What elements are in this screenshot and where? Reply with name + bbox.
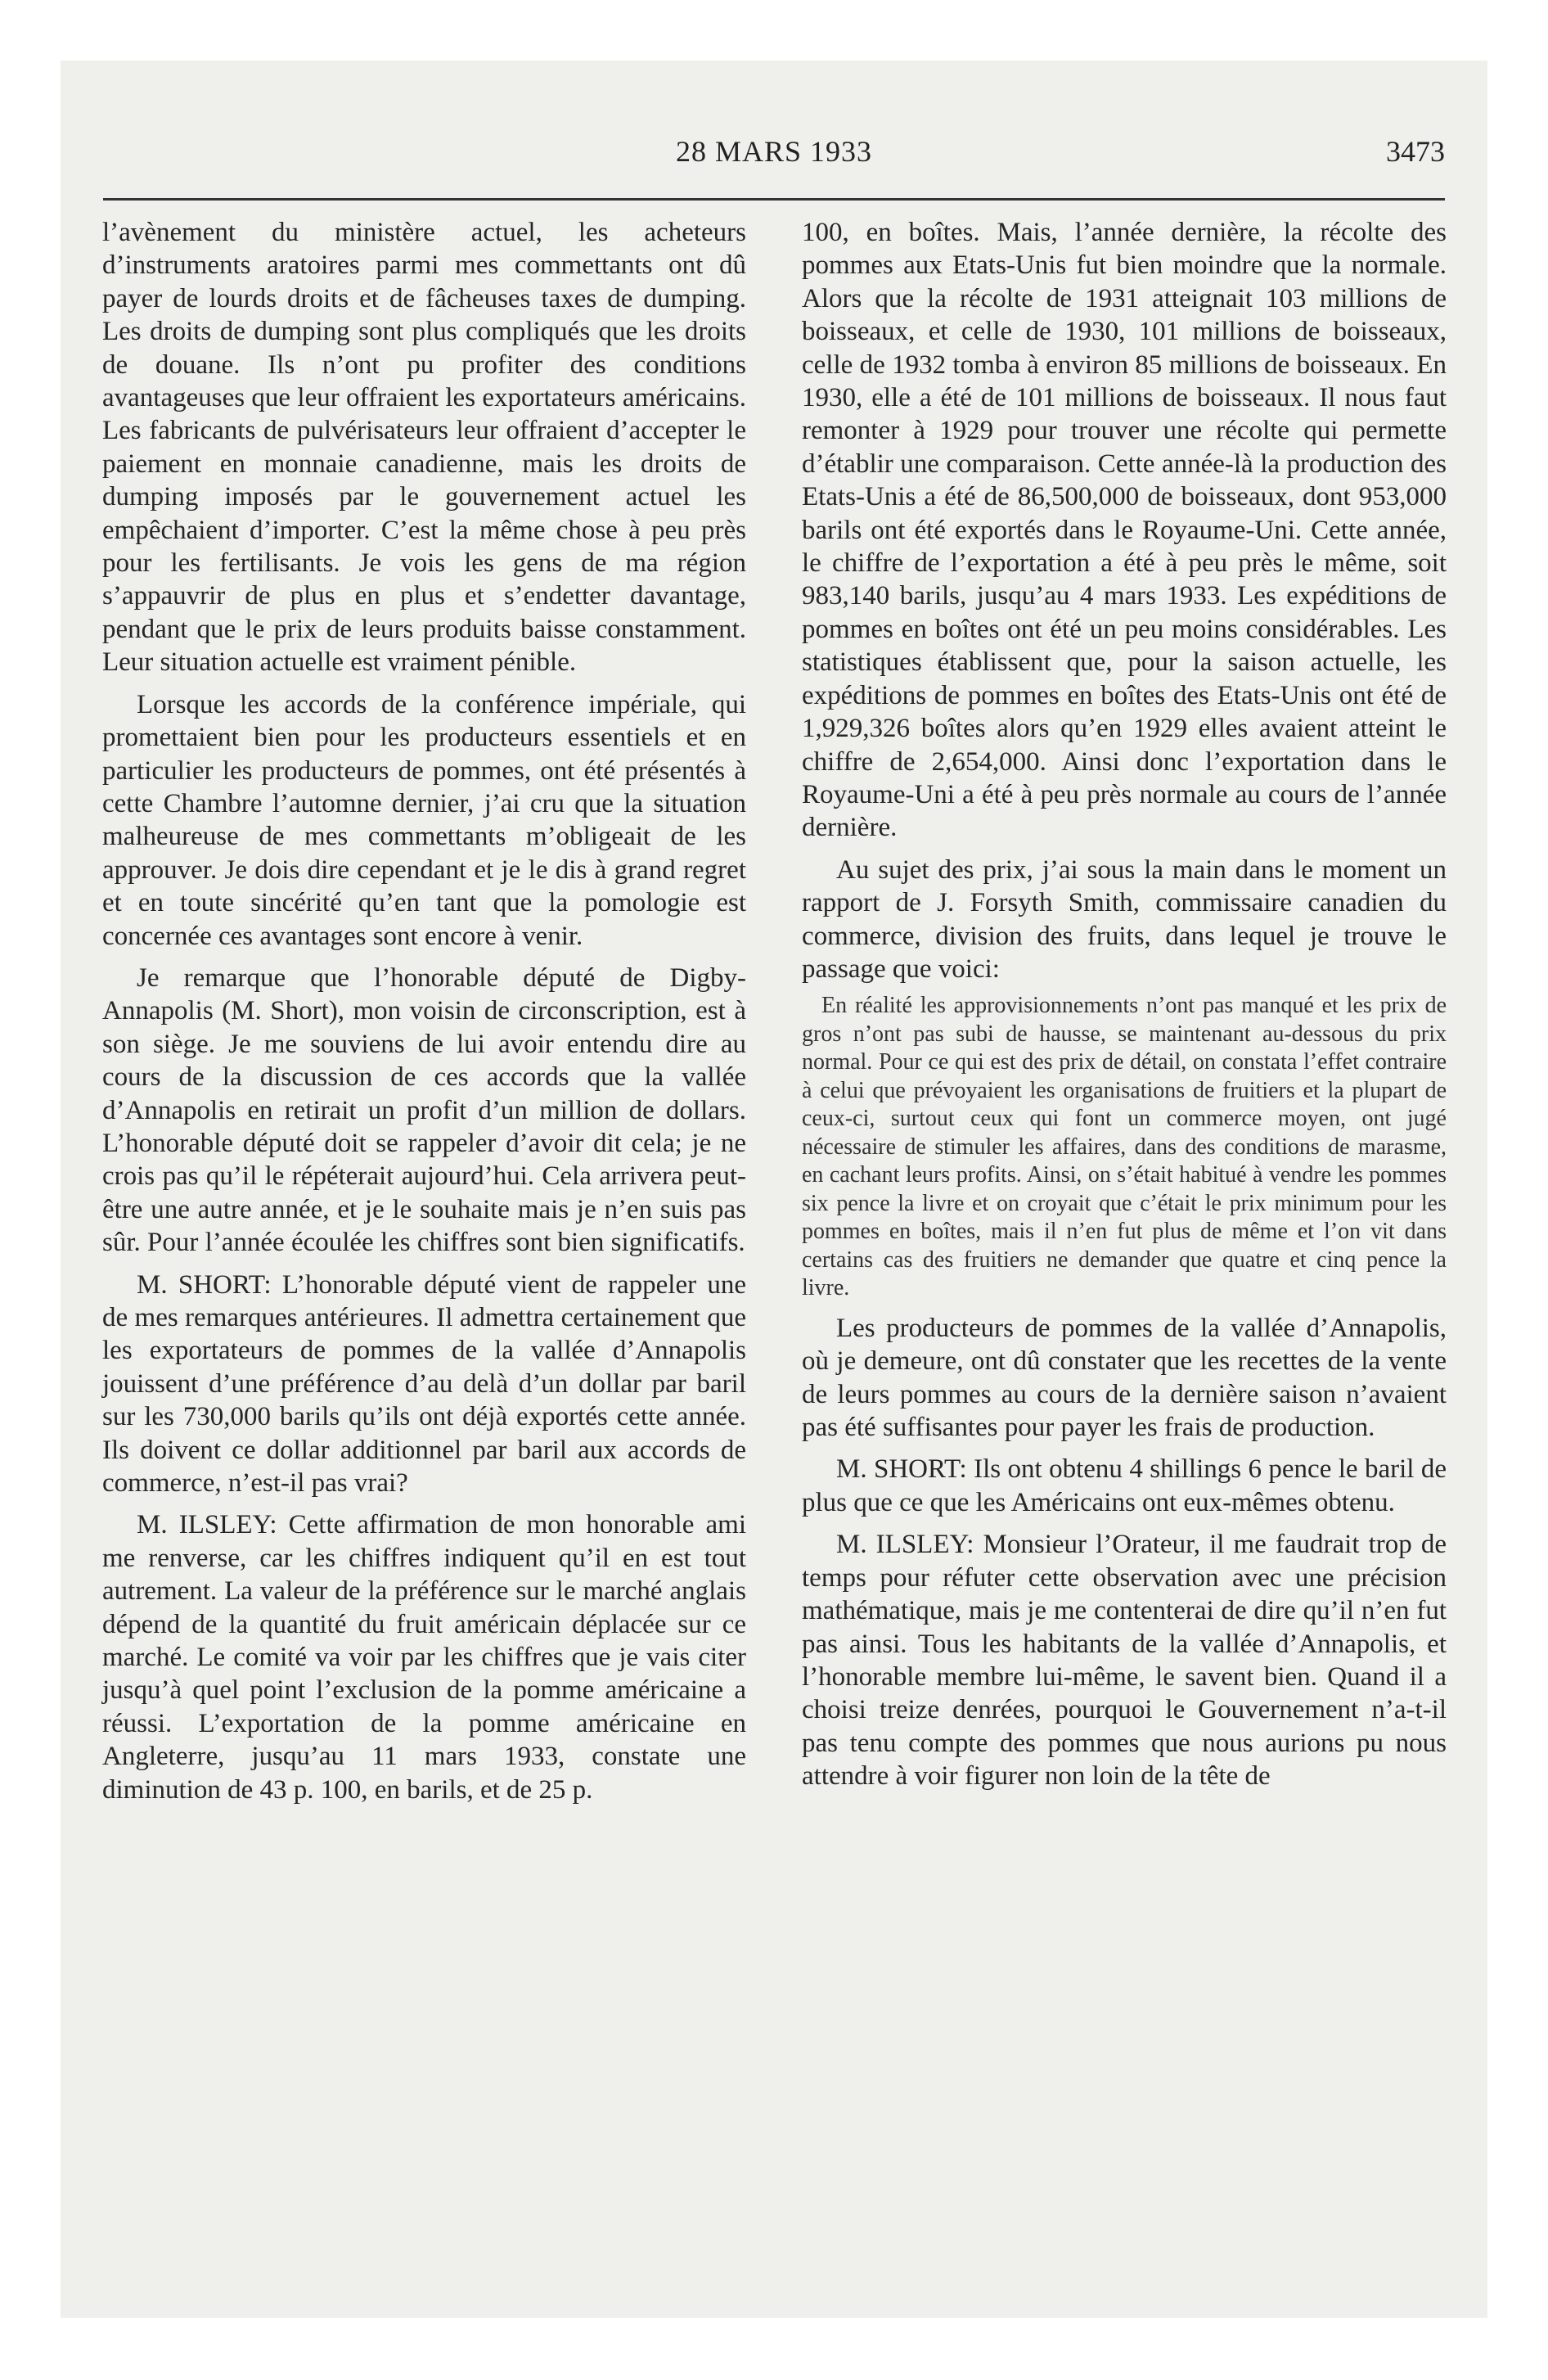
paragraph: 100, en boîtes. Mais, l’année dernière, la récolte des pommes aux Etats-Unis fut bien moindre que la normale. Alors que la récolte de 1931 atteignait 103 millions de boisseaux, et celle de 1930, 101 millions de boisseaux, celle de 1932 tomba à environ 85 millions de boisseaux. En 1930, elle a été de 101 millions de boisseaux. Il nous faut remonter à 1929 pour trouver une récolte qui permette d’établir une comparaison. Cette année-là la production des Etats-Unis a été de 86,500,000 de boisseaux, dont 953,000 barils ont été exportés dans le Royaume-Uni. Cette année, le chiffre de l’exportation a été à peu près le même, soit 983,140 barils, jusqu’au 4 mars 1933. Les expéditions de pommes en boîtes ont été un peu moins considérables. Les statistiques établissent que, pour la saison actuelle, les expéditions de pommes en boîtes des Etats-Unis ont été de 1,929,326 boîtes alors qu’en 1929 elles avaient atteint le chiffre de 2,654,000. Ainsi donc l’exportation dans le Royaume-Uni a été à peu près normale au cours de l’année dernière.: [802, 218, 1447, 843]
paragraph: Au sujet des prix, j’ai sous la main dans le moment un rapport de J. Forsyth Smith, commissaire canadien du commerce, division des fruits, dans lequel je trouve le passage que voici:: [802, 854, 1447, 984]
block-quote: En réalité les approvisionnements n’ont pas manqué et les prix de gros n’ont pas subi de hausse, se maintenant au-dessous du prix normal. Pour ce qui est des prix de détail, on constata l’effet contraire à celui que prévoyaient les organisations de fruitiers et la plupart de ceux-ci, surtout ceux qui font un commerce moyen, ont jugé nécessaire de stimuler les affaires, dans des conditions de marasme, en cachant leurs profits. Ainsi, on s’était habitué à vendre les pommes six pence la livre et on croyait que c’était le prix minimum pour les pommes en boîtes, mais il n’en fut plus de même et l’on vit dans certains cas des fruitiers ne demander que quatre et cinq pence la livre.: [802, 993, 1447, 1301]
right-column: [802, 216, 1447, 1793]
left-column: [102, 216, 746, 1806]
paragraph-short-remark: M. SHORT: L’honorable député vient de rappeler une de mes remarques antérieures. Il admettra certainement que les exportateurs de pommes de la vallée d’Annapolis jouissent d’une préférence d’au delà d’un dollar par baril sur les 730,000 barils qu’ils ont déjà exportés cette année. Ils doivent ce dollar additionnel par baril aux accords de commerce, n’est-il pas vrai?: [102, 1269, 746, 1499]
paragraph: l’avènement du ministère actuel, les acheteurs d’instruments aratoires parmi mes commettants ont dû payer de lourds droits et de fâcheuses taxes de dumping. Les droits de dumping sont plus compliqués que les droits de douane. Ils n’ont pu profiter des conditions avantageuses que leur offraient les exportateurs américains. Les fabricants de pulvérisateurs leur offraient d’accepter le paiement en monnaie canadienne, mais les droits de dumping imposés par le gouvernement actuel les empêchaient d’importer. C’est la même chose à peu près pour les fertilisants. Je vois les gens de ma région s’appauvrir de plus en plus et s’endetter davantage, pendant que le prix de leurs produits baisse constamment. Leur situation actuelle est vraiment pénible.: [102, 218, 746, 678]
page-number: 3473: [1386, 135, 1445, 168]
page-date: 28 MARS 1933: [675, 135, 873, 168]
header-rule: [103, 198, 1445, 201]
paragraph: Lorsque les accords de la conférence impériale, qui promettaient bien pour les producteurs essentiels et en particulier les producteurs de pommes, ont été présentés à cette Chambre l’automne dernier, j’ai cru que la situation malheureuse de mes commettants m’obligeait de les approuver. Je dois dire cependant et je le dis à grand regret et en toute sincérité qu’en tant que la pomologie est concernée ces avantages sont encore à venir.: [102, 689, 746, 951]
paragraph: Je remarque que l’honorable député de Digby-Annapolis (M. Short), mon voisin de circonscription, est à son siège. Je me souviens de lui avoir entendu dire au cours de la discussion de ces accords que la vallée d’Annapolis en retirait un profit d’un million de dollars. L’honorable député doit se rappeler d’avoir dit cela; je ne crois pas qu’il le répéterait aujourd’hui. Cela arrivera peut-être une autre année, et je le souhaite mais je n’en suis pas sûr. Pour l’année écoulée les chiffres sont bien significatifs.: [102, 962, 746, 1258]
paragraph: Les producteurs de pommes de la vallée d’Annapolis, où je demeure, ont dû constater que les recettes de la vente de leurs pommes au cours de la dernière saison n’avaient pas été suffisantes pour payer les frais de production.: [802, 1313, 1447, 1443]
paragraph-ilsley-reply: M. ILSLEY: Monsieur l’Orateur, il me faudrait trop de temps pour réfuter cette observation avec une précision mathématique, mais je me contenterai de dire qu’il n’en fut pas ainsi. Tous les habitants de la vallée d’Annapolis, et l’honorable membre lui-même, le savent bien. Quand il a choisi treize denrées, pourquoi le Gouvernement n’a-t-il pas tenu compte des pommes que nous aurions pu nous attendre à voir figurer non loin de la tête de: [802, 1530, 1447, 1792]
paragraph-short-remark: M. SHORT: Ils ont obtenu 4 shillings 6 pence le baril de plus que ce que les Américains ont eux-mêmes obtenu.: [802, 1454, 1447, 1517]
scanned-page: [61, 61, 1487, 2318]
page-header: [103, 134, 1445, 183]
paragraph-ilsley-reply: M. ILSLEY: Cette affirmation de mon honorable ami me renverse, car les chiffres indiquent qu’il en est tout autrement. La valeur de la préférence sur le marché anglais dépend de la quantité du fruit américain déplacée sur ce marché. Le comité va voir par les chiffres que je vais citer jusqu’à quel point l’exclusion de la pomme américaine a réussi. L’exportation de la pomme américaine en Angleterre, jusqu’au 11 mars 1933, constate une diminution de 43 p. 100, en barils, et de 25 p.: [102, 1510, 746, 1805]
